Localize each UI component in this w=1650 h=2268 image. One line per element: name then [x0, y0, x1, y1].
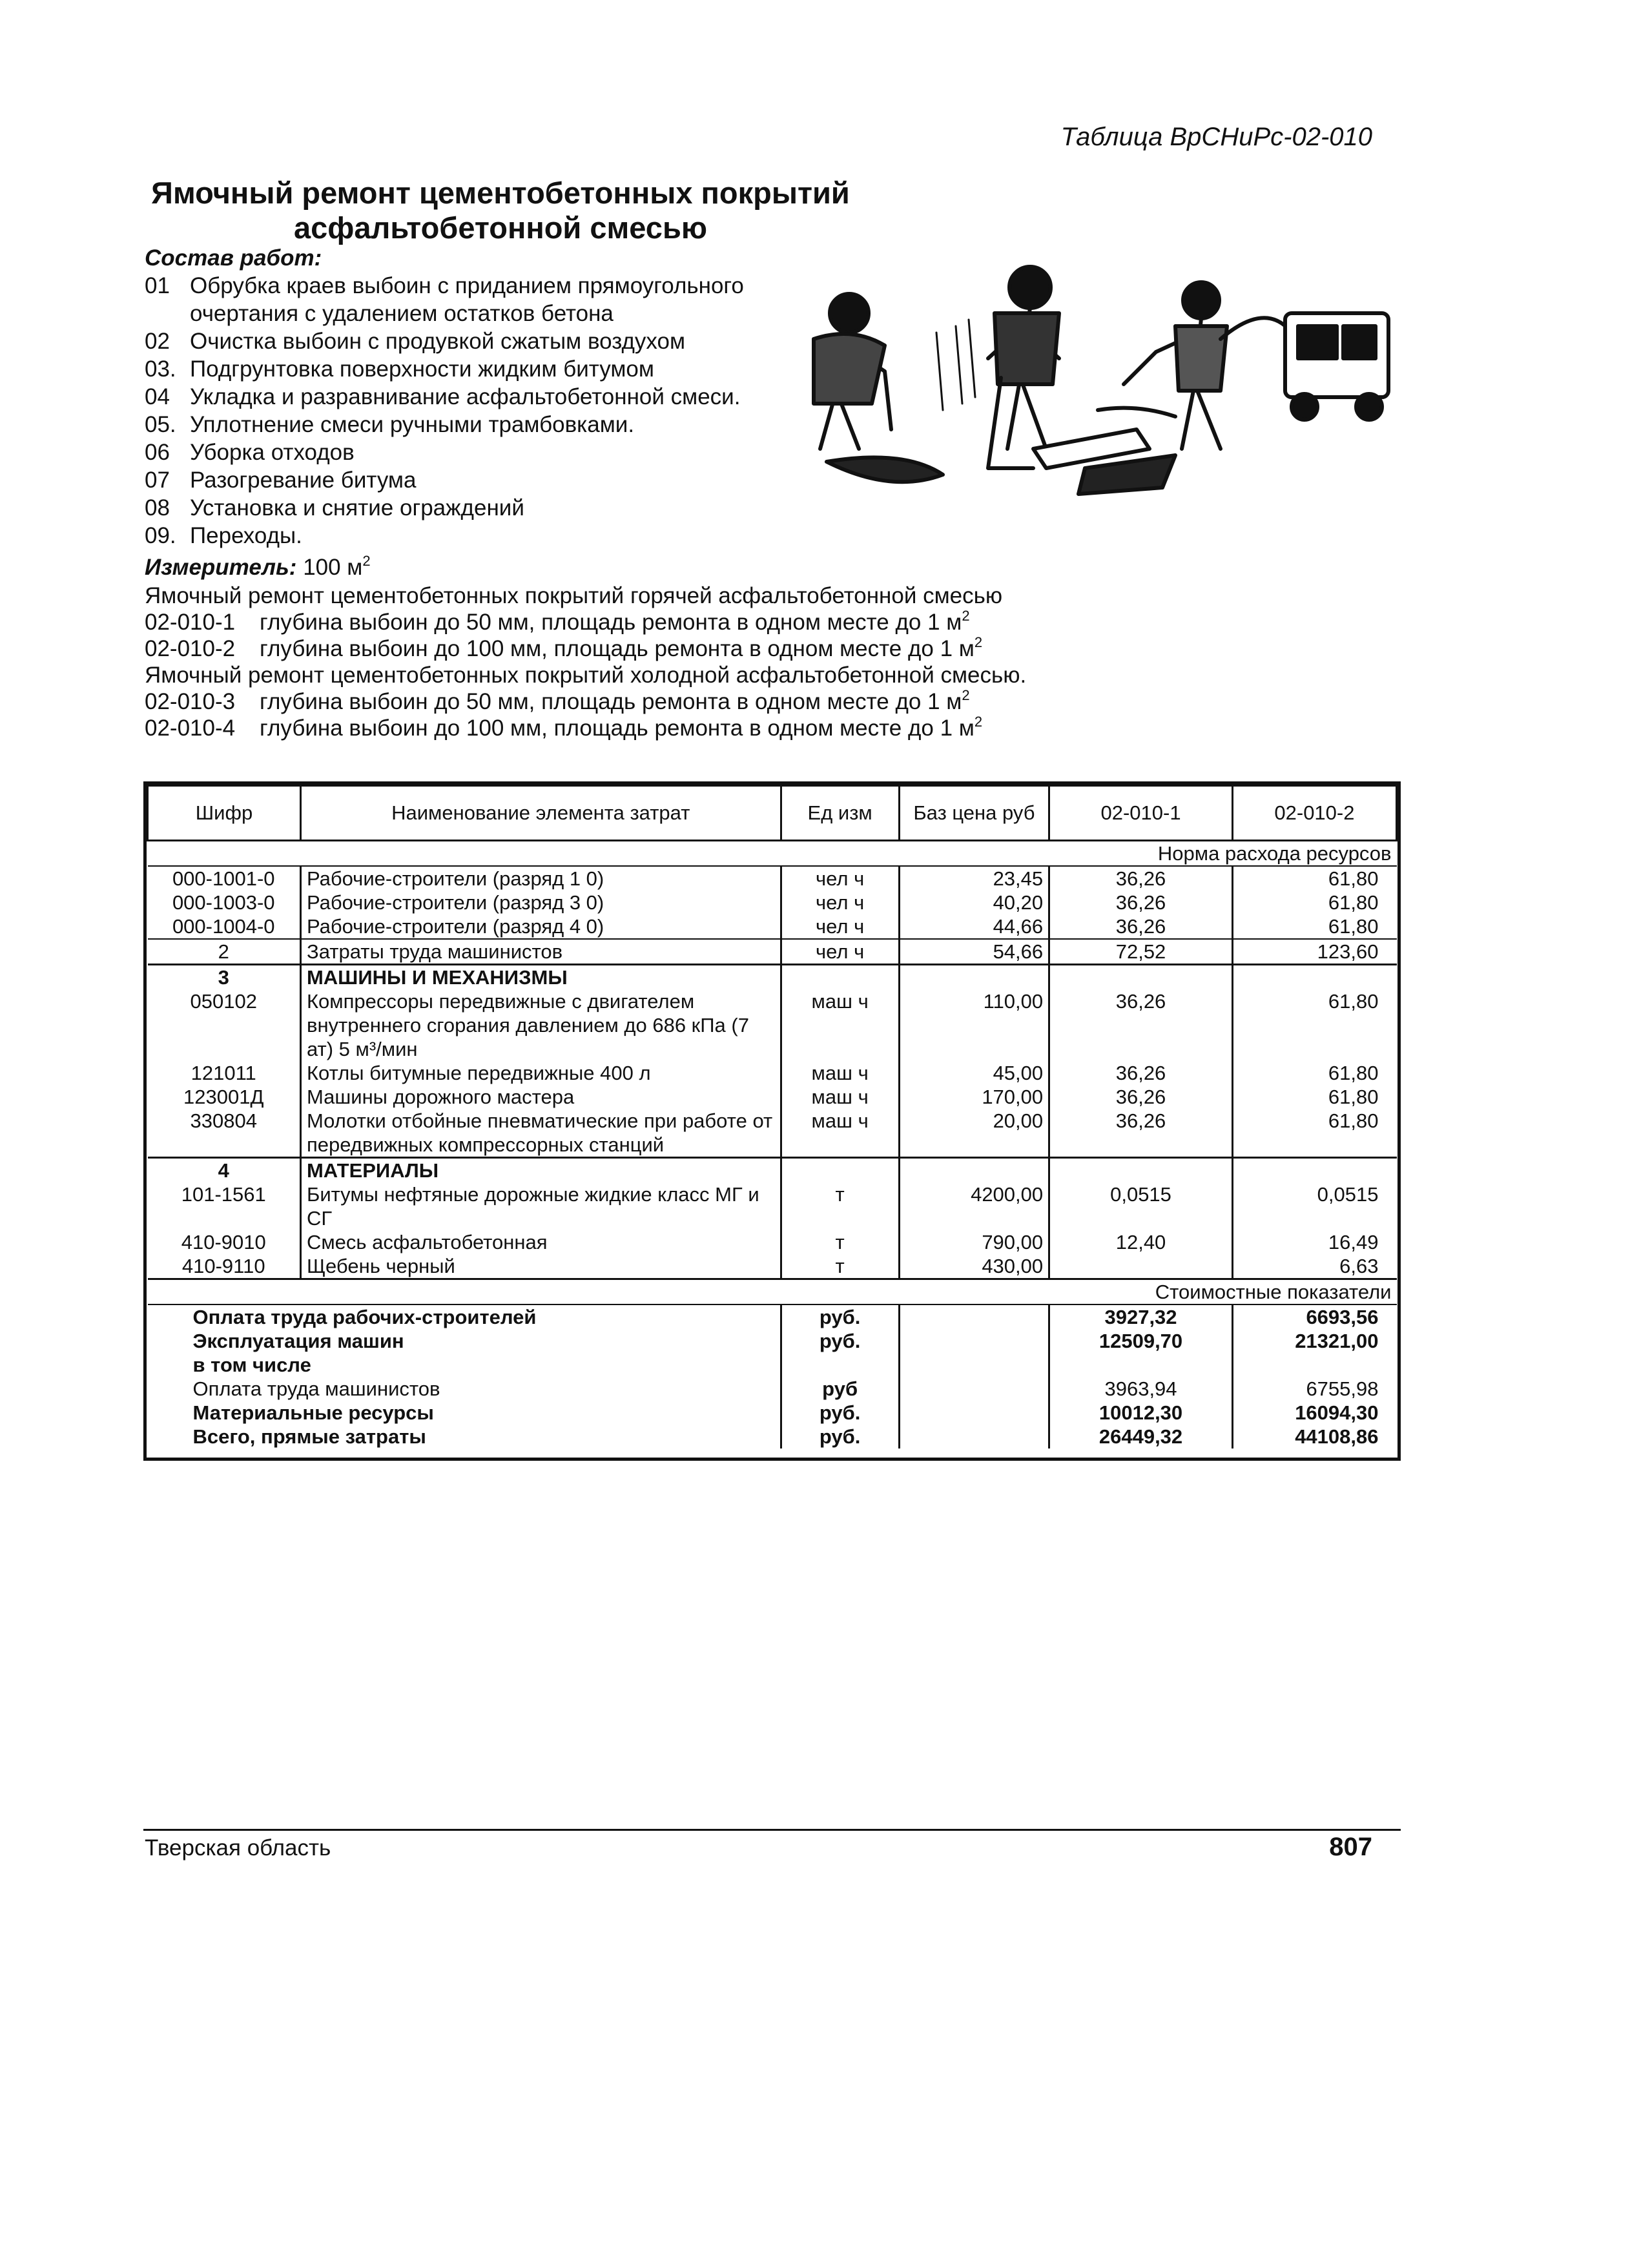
- meter-label: Измеритель:: [145, 555, 297, 580]
- cell-code: 000-1001-0: [148, 866, 301, 891]
- cell-name: Щебень черный: [300, 1254, 781, 1279]
- cost-unit: руб.: [781, 1425, 899, 1448]
- cost-variant-2: [1232, 1353, 1396, 1377]
- cell-unit: маш ч: [781, 1085, 899, 1109]
- norm-label-row: [148, 841, 1397, 867]
- cell-code: 123001Д: [148, 1085, 301, 1109]
- norm-label-row-text: Норма расхода ресурсов: [148, 841, 1397, 867]
- title-line-1: Ямочный ремонт цементобетонных покрытий: [151, 176, 850, 210]
- cell-variant-2: 61,80: [1328, 867, 1379, 890]
- work-number: 06: [145, 440, 170, 465]
- cell-code: 000-1004-0: [148, 914, 301, 939]
- norms-table: [147, 785, 1397, 1448]
- cost-variant-1: 12509,70: [1049, 1329, 1233, 1353]
- cost-variant-2: 21321,00: [1295, 1330, 1379, 1352]
- cell-code: 101-1561: [148, 1182, 301, 1230]
- section-machines: [148, 965, 1397, 990]
- cell-price: 4200,00: [899, 1182, 1049, 1230]
- variant-code: 02-010-3: [145, 689, 236, 714]
- work-text: Очистка выбоин с продувкой сжатым воздухом: [190, 329, 686, 354]
- cell-variant-1: 36,26: [1049, 989, 1233, 1061]
- cost-row: [148, 1401, 1397, 1425]
- work-number: 09.: [145, 523, 176, 548]
- work-text: Уплотнение смеси ручными трамбовками.: [190, 412, 635, 437]
- work-text: Уборка отходов: [190, 440, 355, 465]
- variant-sup: 2: [974, 634, 983, 650]
- cell-empty: [899, 1425, 1049, 1448]
- cell-code: 330804: [148, 1109, 301, 1158]
- cell-empty: [1049, 965, 1233, 990]
- cell-variant-1: [1049, 1254, 1233, 1279]
- cell-empty: [899, 1353, 1049, 1377]
- table-row: [148, 1085, 1397, 1109]
- work-number: 03.: [145, 356, 176, 382]
- cost-variant-1: 26449,32: [1049, 1425, 1233, 1448]
- work-number: 04: [145, 384, 170, 409]
- group-cold: Ямочный ремонт цементобетонных покрытий холодной асфальтобетонной смесью.: [145, 663, 1027, 688]
- cost-label-row: [148, 1279, 1397, 1305]
- cell-variant-2: 16,49: [1328, 1231, 1379, 1253]
- cell-unit: т: [781, 1254, 899, 1279]
- cell-variant-2: 61,80: [1232, 914, 1396, 939]
- cell-empty: [899, 1377, 1049, 1401]
- variant-row: [145, 609, 1026, 635]
- cell-variant-1: 72,52: [1049, 939, 1233, 965]
- cell-code: 000-1003-0: [148, 891, 301, 914]
- cell-variant-1: 0,0515: [1049, 1182, 1233, 1230]
- variant-row: [145, 635, 1026, 662]
- page-title: [129, 176, 872, 245]
- variants-block: [145, 582, 1026, 741]
- table-row: [148, 1254, 1397, 1279]
- cost-unit: [781, 1353, 899, 1377]
- title-line-2: асфальтобетонной смесью: [294, 211, 707, 245]
- cost-row: [148, 1329, 1397, 1353]
- cell-name: Затраты труда машинистов: [300, 939, 781, 965]
- table-row: [148, 1230, 1397, 1254]
- cell-variant-2: 61,80: [1328, 1062, 1379, 1084]
- workers-illustration: [775, 255, 1405, 500]
- variant-sup: 2: [962, 608, 970, 624]
- table-body: [148, 841, 1397, 1449]
- cell-empty: [899, 1304, 1049, 1329]
- cost-name: Всего, прямые затраты: [148, 1425, 781, 1448]
- cost-variant-2: 6755,98: [1306, 1377, 1379, 1400]
- cell-variant-1: 36,26: [1049, 891, 1233, 914]
- section-code: 4: [148, 1158, 301, 1183]
- cell-unit: чел ч: [781, 914, 899, 939]
- cell-variant-2: 61,80: [1328, 1109, 1379, 1132]
- work-item: [145, 522, 913, 550]
- work-text: Укладка и разравнивание асфальтобетонной смеси.: [190, 384, 741, 409]
- cell-price: 40,20: [899, 891, 1049, 914]
- header-code: Шифр: [148, 786, 301, 841]
- cell-price: 23,45: [899, 866, 1049, 891]
- table-row: [148, 1109, 1397, 1158]
- cell-empty: [899, 1158, 1049, 1183]
- cost-variant-2: 16094,30: [1295, 1401, 1379, 1424]
- work-number: 02: [145, 329, 170, 354]
- work-text: Подгрунтовка поверхности жидким битумом: [190, 356, 654, 382]
- cell-price: 45,00: [899, 1061, 1049, 1085]
- cell-variant-2: 123,60: [1232, 939, 1396, 965]
- table-row: [148, 914, 1397, 939]
- work-number: 05.: [145, 412, 176, 437]
- norms-table-frame: [143, 781, 1401, 1461]
- cell-price: 54,66: [899, 939, 1049, 965]
- cost-variant-2: 44108,86: [1295, 1425, 1379, 1448]
- cell-empty: [1049, 1158, 1233, 1183]
- section-title: МАТЕРИАЛЫ: [300, 1158, 781, 1183]
- table-row: [148, 866, 1397, 891]
- work-number: 01: [145, 273, 170, 298]
- cell-variant-2: 61,80: [1328, 1086, 1379, 1108]
- variant-text: глубина выбоин до 100 мм, площадь ремонта в одном месте до 1 м: [260, 636, 975, 661]
- cell-variant-1: 36,26: [1049, 1061, 1233, 1085]
- cost-row: [148, 1304, 1397, 1329]
- variant-row: [145, 715, 1026, 741]
- work-text: Обрубка краев выбоин с приданием прямоугольного очертания с удалением остатков бетона: [190, 273, 744, 326]
- cell-price: 430,00: [899, 1254, 1049, 1279]
- cost-row: [148, 1425, 1397, 1448]
- work-text: Переходы.: [190, 523, 302, 548]
- cost-name: Материальные ресурсы: [148, 1401, 781, 1425]
- cell-name: Компрессоры передвижные с двигателем внутреннего сгорания давлением до 686 кПа (7 ат) 5 м³/мин: [300, 989, 781, 1061]
- cell-name: Битумы нефтяные дорожные жидкие класс МГ и СГ: [300, 1182, 781, 1230]
- group-hot: Ямочный ремонт цементобетонных покрытий горячей асфальтобетонной смесью: [145, 583, 1003, 608]
- cost-unit: руб.: [781, 1401, 899, 1425]
- variant-code: 02-010-2: [145, 636, 236, 661]
- composition-label: Состав работ:: [145, 245, 322, 271]
- cell-empty: [899, 1401, 1049, 1425]
- cost-variant-1: 10012,30: [1049, 1401, 1233, 1425]
- table-row: [148, 989, 1397, 1061]
- variant-code: 02-010-1: [145, 610, 236, 635]
- cost-unit: руб.: [781, 1304, 899, 1329]
- cost-variant-2: 6693,56: [1306, 1306, 1379, 1328]
- cell-price: 790,00: [899, 1230, 1049, 1254]
- variant-text: глубина выбоин до 100 мм, площадь ремонта в одном месте до 1 м: [260, 716, 975, 741]
- work-number: 08: [145, 495, 170, 521]
- cell-name: Рабочие-строители (разряд 3 0): [300, 891, 781, 914]
- cell-variant-1: 36,26: [1049, 866, 1233, 891]
- table-header-row: [148, 786, 1397, 841]
- variant-code: 02-010-4: [145, 716, 236, 741]
- cost-name: Оплата труда машинистов: [148, 1377, 781, 1401]
- cost-name: Эксплуатация машин: [148, 1329, 781, 1353]
- variant-sup: 2: [962, 687, 970, 703]
- table-row: [148, 1182, 1397, 1230]
- table-row: [148, 1061, 1397, 1085]
- cell-unit: чел ч: [781, 866, 899, 891]
- cell-unit: маш ч: [781, 1061, 899, 1085]
- section-title: МАШИНЫ И МЕХАНИЗМЫ: [300, 965, 781, 990]
- cell-unit: чел ч: [781, 939, 899, 965]
- cell-name: Рабочие-строители (разряд 4 0): [300, 914, 781, 939]
- meter-sup: 2: [362, 553, 371, 569]
- cost-label-row-text: Стоимостные показатели: [148, 1279, 1397, 1305]
- cell-empty: [1232, 1158, 1396, 1183]
- cell-code: 410-9010: [148, 1230, 301, 1254]
- cell-name: Котлы битумные передвижные 400 л: [300, 1061, 781, 1085]
- cost-unit: руб.: [781, 1329, 899, 1353]
- table-row: [148, 939, 1397, 965]
- cell-unit: чел ч: [781, 891, 899, 914]
- cell-code: 050102: [148, 989, 301, 1061]
- cell-empty: [1232, 965, 1396, 990]
- section-materials: [148, 1158, 1397, 1183]
- cost-variant-1: 3963,94: [1049, 1377, 1233, 1401]
- cost-name: Оплата труда рабочих-строителей: [148, 1304, 781, 1329]
- cell-name: Смесь асфальтобетонная: [300, 1230, 781, 1254]
- cell-unit: т: [781, 1230, 899, 1254]
- cell-empty: [899, 965, 1049, 990]
- cell-variant-2: 61,80: [1328, 891, 1379, 914]
- cell-code: 2: [148, 939, 301, 965]
- cell-price: 44,66: [899, 914, 1049, 939]
- work-text: Установка и снятие ограждений: [190, 495, 524, 521]
- variant-row: [145, 688, 1026, 715]
- work-text: Разогревание битума: [190, 468, 417, 493]
- cell-code: 121011: [148, 1061, 301, 1085]
- cell-empty: [781, 965, 899, 990]
- cost-variant-1: 3927,32: [1049, 1304, 1233, 1329]
- meter-value: 100 м: [303, 555, 363, 580]
- variant-text: глубина выбоин до 50 мм, площадь ремонта в одном месте до 1 м: [260, 689, 962, 714]
- header-variant-2: 02-010-2: [1232, 786, 1396, 841]
- cost-unit: руб: [781, 1377, 899, 1401]
- variant-text: глубина выбоин до 50 мм, площадь ремонта в одном месте до 1 м: [260, 610, 962, 635]
- cost-row: [148, 1353, 1397, 1377]
- work-number: 07: [145, 468, 170, 493]
- cell-unit: маш ч: [781, 1109, 899, 1158]
- footer-rule: [143, 1829, 1401, 1831]
- cell-variant-2: 0,0515: [1317, 1183, 1379, 1206]
- cell-variant-1: 36,26: [1049, 914, 1233, 939]
- cost-row: [148, 1377, 1397, 1401]
- table-row: [148, 891, 1397, 914]
- header-unit: Ед изм: [781, 786, 899, 841]
- cell-price: 20,00: [899, 1109, 1049, 1158]
- cell-variant-1: 36,26: [1049, 1109, 1233, 1158]
- cell-price: 110,00: [899, 989, 1049, 1061]
- page-number: 807: [1329, 1833, 1372, 1861]
- footer-region: Тверская область: [145, 1835, 331, 1861]
- cell-name: Рабочие-строители (разряд 1 0): [300, 866, 781, 891]
- header-price: Баз цена руб: [899, 786, 1049, 841]
- cell-variant-2: 6,63: [1339, 1255, 1379, 1277]
- table-id: Таблица ВрСНиРс-02-010: [1060, 123, 1372, 151]
- cell-unit: маш ч: [781, 989, 899, 1061]
- header-variant-1: 02-010-1: [1049, 786, 1233, 841]
- cell-unit: т: [781, 1182, 899, 1230]
- section-code: 3: [148, 965, 301, 990]
- cell-empty: [781, 1158, 899, 1183]
- cell-variant-1: 12,40: [1049, 1230, 1233, 1254]
- cost-name: в том числе: [148, 1353, 781, 1377]
- cell-variant-2: 61,80: [1328, 990, 1379, 1013]
- cell-empty: [899, 1329, 1049, 1353]
- cell-name: Молотки отбойные пневматические при работе от передвижных компрессорных станций: [300, 1109, 781, 1158]
- cell-price: 170,00: [899, 1085, 1049, 1109]
- cost-variant-1: [1049, 1353, 1233, 1377]
- meter: [145, 553, 371, 581]
- cell-variant-1: 36,26: [1049, 1085, 1233, 1109]
- cell-name: Машины дорожного мастера: [300, 1085, 781, 1109]
- header-name: Наименование элемента затрат: [300, 786, 781, 841]
- variant-sup: 2: [974, 714, 983, 730]
- cell-code: 410-9110: [148, 1254, 301, 1279]
